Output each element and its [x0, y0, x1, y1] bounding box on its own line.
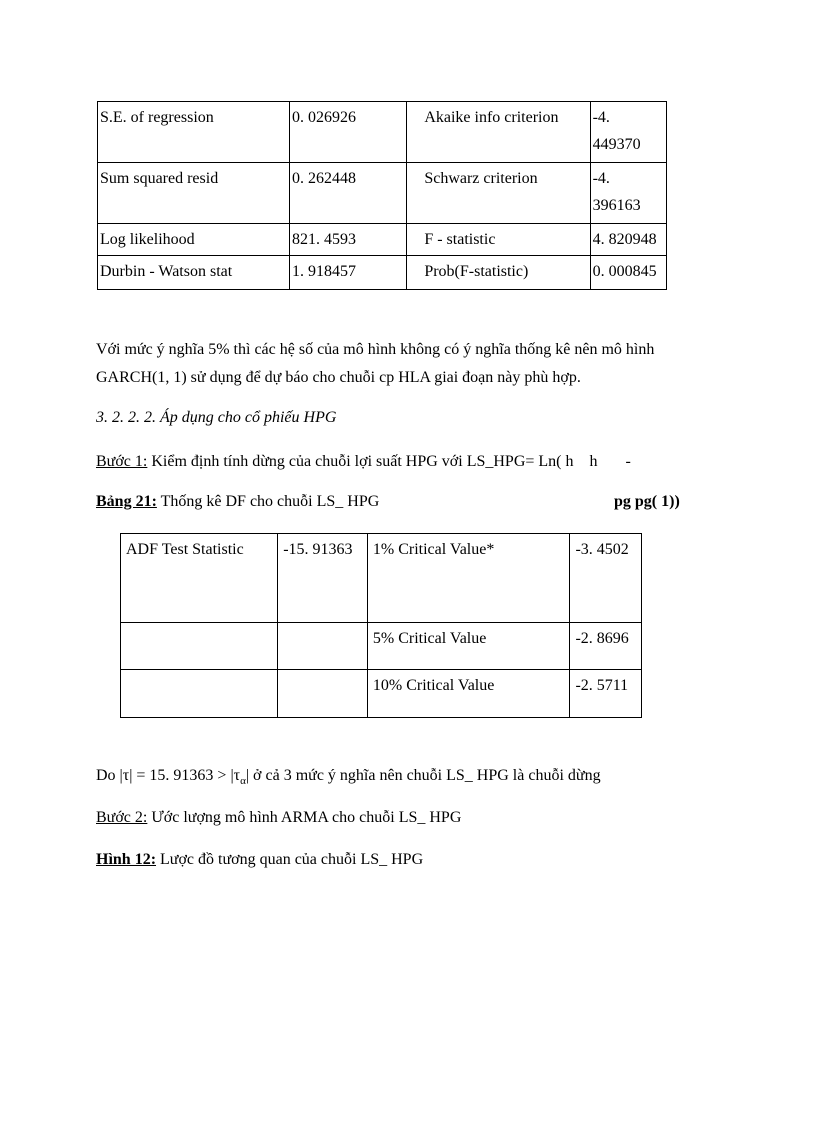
table-cell: -15. 91363: [278, 534, 368, 623]
step1-line: [96, 448, 716, 476]
table-cell: Prob(F-statistic): [407, 256, 590, 290]
adf-conclusion: [96, 762, 736, 795]
cell-line: -4.: [592, 170, 610, 187]
step2-line: [96, 804, 736, 832]
table-cell: -2. 8696: [570, 623, 642, 670]
figure12-label: Hình 12:: [96, 851, 157, 868]
table-cell: Schwarz criterion: [407, 163, 590, 224]
table-row: [98, 163, 667, 224]
table-cell: Akaike info criterion: [407, 102, 590, 163]
section-heading: 3. 2. 2. 2. Áp dụng cho cổ phiếu HPG: [96, 409, 337, 426]
table-cell: Log likelihood: [98, 224, 290, 256]
conclusion-paragraph: Với mức ý nghĩa 5% thì các hệ số của mô hình không có ý nghĩa thống kê nên mô hình GARCH(1, 1) sử dụng để dự báo cho chuỗi cp HLA giai đoạn này phù hợp.: [96, 341, 655, 386]
step1-fragment: -: [625, 453, 631, 470]
table-row: [98, 102, 667, 163]
table-cell: 1. 918457: [289, 256, 406, 290]
table-row: [121, 623, 642, 670]
table-cell: 821. 4593: [289, 224, 406, 256]
table-cell: ADF Test Statistic: [121, 534, 278, 623]
table-cell: 0. 000845: [590, 256, 666, 290]
table-cell: -3. 4502: [570, 534, 642, 623]
table-cell: Sum squared resid: [98, 163, 290, 224]
table-cell: [278, 623, 368, 670]
table-cell: 0. 026926: [289, 102, 406, 163]
adf-conclusion-prefix: Do |τ| = 15. 91363 > |τ: [96, 767, 241, 784]
adf-table: [120, 533, 642, 718]
step1-text: Kiểm định tính dừng của chuỗi lợi suất HPG với LS_HPG= Ln( h: [147, 453, 574, 470]
figure12-text: Lược đồ tương quan của chuỗi LS_ HPG: [156, 851, 424, 868]
table-cell: 10% Critical Value: [367, 670, 570, 718]
table-cell: 0. 262448: [289, 163, 406, 224]
table-cell: [278, 670, 368, 718]
tau-subscript: α: [240, 775, 246, 788]
table-row: [121, 670, 642, 718]
table-cell: [590, 102, 666, 163]
table-cell: 5% Critical Value: [367, 623, 570, 670]
table21-label: Bảng 21:: [96, 493, 157, 510]
adf-conclusion-suffix: | ở cả 3 mức ý nghĩa nên chuỗi LS_ HPG là chuỗi dừng: [245, 767, 601, 784]
table-row: [98, 256, 667, 290]
table-cell: S.E. of regression: [98, 102, 290, 163]
table-row: [98, 224, 667, 256]
cell-line: 396163: [592, 197, 641, 214]
table-cell: F - statistic: [407, 224, 590, 256]
table21-text: Thống kê DF cho chuỗi LS_ HPG: [156, 493, 380, 510]
table-cell: [121, 670, 278, 718]
step1-label: Bước 1:: [96, 453, 148, 470]
table-cell: Durbin - Watson stat: [98, 256, 290, 290]
step2-label: Bước 2:: [96, 809, 148, 826]
table-cell: -2. 5711: [570, 670, 642, 718]
step2-text: Ước lượng mô hình ARMA cho chuỗi LS_ HPG: [147, 809, 462, 826]
step1-fragment: h: [589, 453, 598, 470]
table-cell: [121, 623, 278, 670]
table-cell: 4. 820948: [590, 224, 666, 256]
table-row: [121, 534, 642, 623]
cell-line: 449370: [592, 136, 641, 153]
table-cell: 1% Critical Value*: [367, 534, 570, 623]
figure12-caption: [96, 846, 736, 874]
table-cell: [590, 163, 666, 224]
table21-formula: pg pg( 1)): [614, 493, 680, 510]
cell-line: -4.: [592, 109, 610, 126]
garch-stats-table: [97, 101, 667, 290]
